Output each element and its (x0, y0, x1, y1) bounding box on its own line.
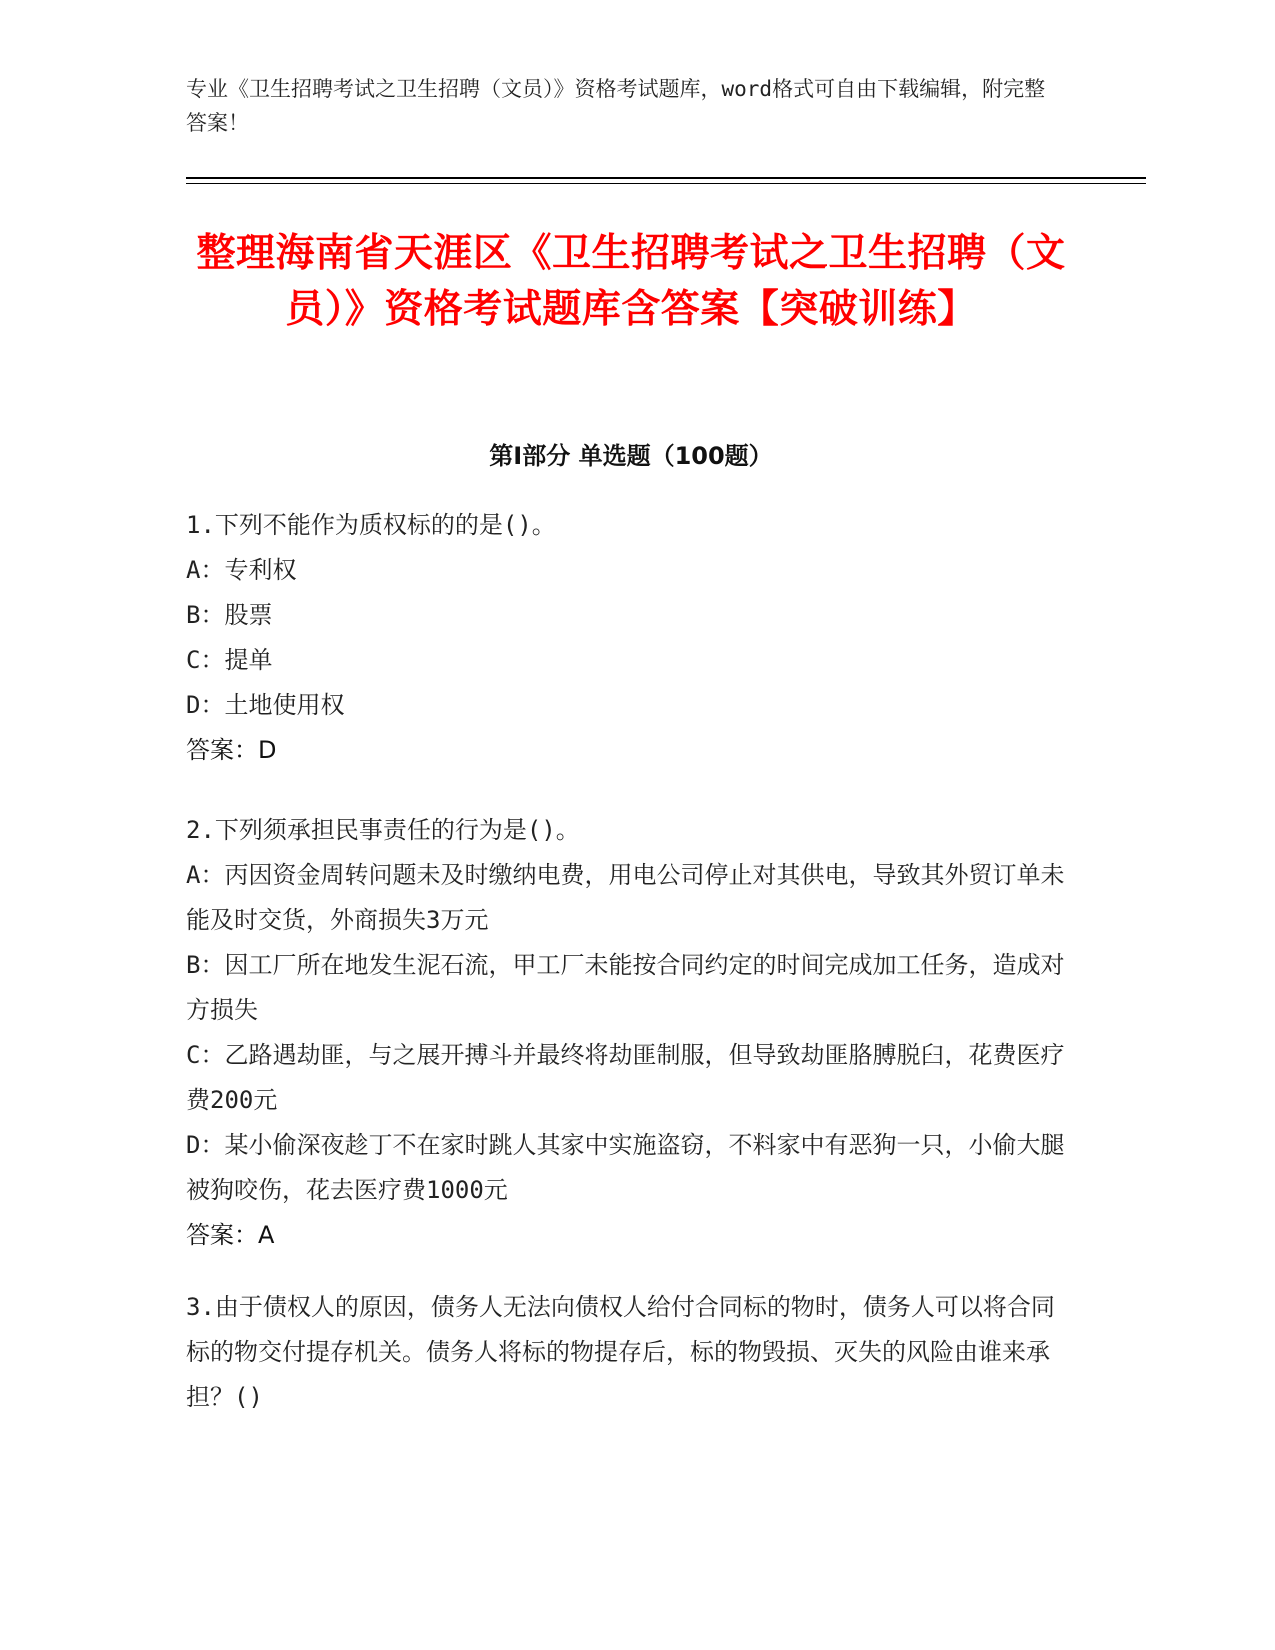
question-stem: 1.下列不能作为质权标的的是()。 (186, 511, 556, 539)
header-note: 专业《卫生招聘考试之卫生招聘（文员）》资格考试题库，word格式可自由下载编辑，附完整答案！ (186, 77, 1046, 135)
question-1 (186, 503, 1066, 773)
question-3 (186, 1285, 1066, 1420)
header-divider-thin (186, 183, 1146, 184)
question-stem: 3.由于债权人的原因，债务人无法向债权人给付合同标的物时，债务人可以将合同标的物交付提存机关。债务人将标的物提存后，标的物毁损、灭失的风险由谁来承担？() (186, 1293, 1055, 1411)
option-d: D：某小偷深夜趁丁不在家时跳人其家中实施盗窃，不料家中有恶狗一只，小偷大腿被狗咬伤，花去医疗费1000元 (186, 1131, 1065, 1204)
option-d: D：土地使用权 (186, 691, 345, 719)
document-title: 整理海南省天涯区《卫生招聘考试之卫生招聘（文员）》资格考试题库含答案【突破训练】 (196, 231, 1066, 332)
option-c: C：乙路遇劫匪，与之展开搏斗并最终将劫匪制服，但导致劫匪胳膊脱臼，花费医疗费200元 (186, 1041, 1065, 1114)
option-a: A：丙因资金周转问题未及时缴纳电费，用电公司停止对其供电，导致其外贸订单未能及时交货，外商损失3万元 (186, 861, 1065, 934)
answer-label: 答案：A (186, 1221, 275, 1249)
option-c: C：提单 (186, 646, 273, 674)
header-divider-thick (186, 177, 1146, 179)
question-2 (186, 808, 1066, 1258)
section-heading: 第I部分 单选题（100题） (489, 442, 773, 470)
answer-label: 答案：D (186, 736, 277, 764)
question-stem: 2.下列须承担民事责任的行为是()。 (186, 816, 580, 844)
option-b: B：股票 (186, 601, 273, 629)
option-b: B：因工厂所在地发生泥石流，甲工厂未能按合同约定的时间完成加工任务，造成对方损失 (186, 951, 1065, 1024)
option-a: A：专利权 (186, 556, 297, 584)
